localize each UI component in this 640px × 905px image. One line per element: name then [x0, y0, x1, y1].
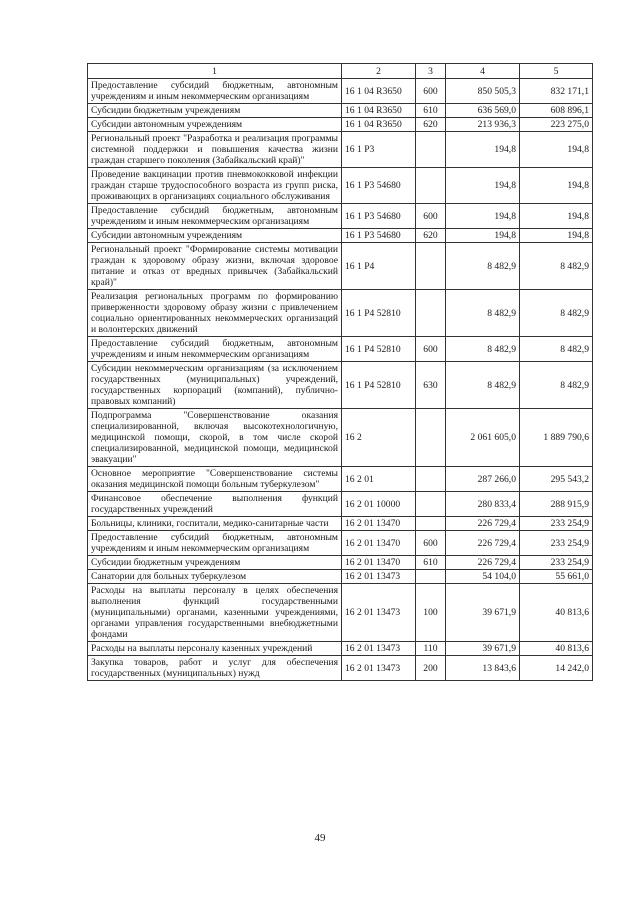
table-row: [88, 79, 593, 104]
kcsr-code-cell: 16 2 01 13470: [342, 531, 416, 556]
amount-year1-cell: 850 505,3: [446, 79, 520, 104]
table-row: [88, 656, 593, 681]
row-name-cell: Расходы на выплаты персоналу казенных учреждений: [88, 642, 342, 656]
table-row: [88, 642, 593, 656]
kcsr-code-cell: 16 1 P3 54680: [342, 204, 416, 229]
row-name-cell: Предоставление субсидий бюджетным, автономным учреждениям и иным некоммерческим организациям: [88, 204, 342, 229]
amount-year1-cell: 13 843,6: [446, 656, 520, 681]
column-header: 2: [342, 64, 416, 79]
kcsr-code-cell: 16 2 01 13473: [342, 570, 416, 584]
table-row: [88, 118, 593, 132]
table-row: [88, 337, 593, 362]
kcsr-code-cell: 16 1 P4 52810: [342, 290, 416, 337]
vr-code-cell: 630: [416, 362, 446, 409]
row-name-cell: Субсидии бюджетным учреждениям: [88, 556, 342, 570]
kcsr-code-cell: 16 1 04 R3650: [342, 79, 416, 104]
vr-code-cell: 600: [416, 531, 446, 556]
vr-code-cell: 610: [416, 556, 446, 570]
vr-code-cell: 100: [416, 584, 446, 642]
amount-year2-cell: 295 543,2: [520, 467, 593, 492]
table-row: [88, 290, 593, 337]
vr-code-cell: [416, 168, 446, 204]
table-row: [88, 104, 593, 118]
row-name-cell: Подпрограмма "Совершенствование оказания специализированной, включая высокотехнологичную, медицинской помощи, скорой, в том числе скорой специализированной, медицинской помощи, медицинской эвакуации": [88, 409, 342, 467]
amount-year2-cell: 288 915,9: [520, 492, 593, 517]
vr-code-cell: 620: [416, 229, 446, 243]
vr-code-cell: [416, 290, 446, 337]
row-name-cell: Субсидии автономным учреждениям: [88, 229, 342, 243]
vr-code-cell: [416, 132, 446, 168]
vr-code-cell: 620: [416, 118, 446, 132]
vr-code-cell: [416, 467, 446, 492]
row-name-cell: Предоставление субсидий бюджетным, автономным учреждениям и иным некоммерческим организациям: [88, 337, 342, 362]
table-row: [88, 556, 593, 570]
amount-year1-cell: 8 482,9: [446, 243, 520, 290]
vr-code-cell: 200: [416, 656, 446, 681]
amount-year1-cell: 226 729,4: [446, 531, 520, 556]
table-row: [88, 467, 593, 492]
amount-year1-cell: 8 482,9: [446, 362, 520, 409]
column-header: 3: [416, 64, 446, 79]
table-row: [88, 229, 593, 243]
kcsr-code-cell: 16 2: [342, 409, 416, 467]
amount-year1-cell: 213 936,3: [446, 118, 520, 132]
kcsr-code-cell: 16 1 04 R3650: [342, 118, 416, 132]
amount-year1-cell: 194,8: [446, 229, 520, 243]
row-name-cell: Закупка товаров, работ и услуг для обеспечения государственных (муниципальных) нужд: [88, 656, 342, 681]
kcsr-code-cell: 16 2 01 13473: [342, 584, 416, 642]
kcsr-code-cell: 16 2 01 13473: [342, 642, 416, 656]
amount-year1-cell: 2 061 605,0: [446, 409, 520, 467]
row-name-cell: Региональный проект "Формирование системы мотивации граждан к здоровому образу жизни, включая здоровое питание и отказ от вредных привычек (Забайкальский край)": [88, 243, 342, 290]
amount-year2-cell: 55 661,0: [520, 570, 593, 584]
row-name-cell: Субсидии бюджетным учреждениям: [88, 104, 342, 118]
amount-year2-cell: 8 482,9: [520, 362, 593, 409]
amount-year1-cell: 8 482,9: [446, 290, 520, 337]
kcsr-code-cell: 16 1 P3 54680: [342, 168, 416, 204]
amount-year2-cell: 194,8: [520, 168, 593, 204]
amount-year2-cell: 40 813,6: [520, 642, 593, 656]
amount-year2-cell: 233 254,9: [520, 531, 593, 556]
kcsr-code-cell: 16 1 P3: [342, 132, 416, 168]
column-header: 1: [88, 64, 342, 79]
kcsr-code-cell: 16 2 01 13470: [342, 517, 416, 531]
row-name-cell: Санатории для больных туберкулезом: [88, 570, 342, 584]
amount-year1-cell: 39 671,9: [446, 642, 520, 656]
amount-year2-cell: 608 896,1: [520, 104, 593, 118]
kcsr-code-cell: 16 1 P4 52810: [342, 362, 416, 409]
row-name-cell: Предоставление субсидий бюджетным, автономным учреждениям и иным некоммерческим организациям: [88, 531, 342, 556]
kcsr-code-cell: 16 2 01 10000: [342, 492, 416, 517]
column-header: 5: [520, 64, 593, 79]
amount-year1-cell: 8 482,9: [446, 337, 520, 362]
amount-year1-cell: 194,8: [446, 132, 520, 168]
kcsr-code-cell: 16 1 P3 54680: [342, 229, 416, 243]
row-name-cell: Региональный проект "Разработка и реализация программы системной поддержки и повышения качества жизни граждан старшего поколения (Забайкальский край)": [88, 132, 342, 168]
amount-year2-cell: 194,8: [520, 204, 593, 229]
amount-year2-cell: 1 889 790,6: [520, 409, 593, 467]
amount-year2-cell: 233 254,9: [520, 556, 593, 570]
kcsr-code-cell: 16 2 01 13470: [342, 556, 416, 570]
table-row: [88, 584, 593, 642]
table-row: [88, 362, 593, 409]
vr-code-cell: 600: [416, 337, 446, 362]
amount-year1-cell: 54 104,0: [446, 570, 520, 584]
amount-year1-cell: 39 671,9: [446, 584, 520, 642]
amount-year2-cell: 8 482,9: [520, 290, 593, 337]
vr-code-cell: 610: [416, 104, 446, 118]
table-row: [88, 132, 593, 168]
kcsr-code-cell: 16 2 01 13473: [342, 656, 416, 681]
row-name-cell: Реализация региональных программ по формированию приверженности здоровому образу жизни с привлечением социально ориентированных некоммерческих организаций и волонтерских движений: [88, 290, 342, 337]
row-name-cell: Основное мероприятие "Совершенствование системы оказания медицинской помощи больным туберкулезом": [88, 467, 342, 492]
amount-year1-cell: 226 729,4: [446, 517, 520, 531]
amount-year2-cell: 194,8: [520, 132, 593, 168]
table-row: [88, 570, 593, 584]
kcsr-code-cell: 16 1 P4: [342, 243, 416, 290]
kcsr-code-cell: 16 1 P4 52810: [342, 337, 416, 362]
vr-code-cell: 600: [416, 204, 446, 229]
row-name-cell: Больницы, клиники, госпитали, медико-санитарные части: [88, 517, 342, 531]
page-number: 49: [314, 832, 326, 844]
amount-year1-cell: 636 569,0: [446, 104, 520, 118]
amount-year2-cell: 832 171,1: [520, 79, 593, 104]
row-name-cell: Предоставление субсидий бюджетным, автономным учреждениям и иным некоммерческим организациям: [88, 79, 342, 104]
vr-code-cell: [416, 492, 446, 517]
amount-year2-cell: 233 254,9: [520, 517, 593, 531]
amount-year2-cell: 223 275,0: [520, 118, 593, 132]
amount-year1-cell: 194,8: [446, 204, 520, 229]
vr-code-cell: 110: [416, 642, 446, 656]
vr-code-cell: [416, 570, 446, 584]
column-number-row: [88, 64, 593, 79]
budget-table: [87, 63, 593, 681]
row-name-cell: Субсидии автономным учреждениям: [88, 118, 342, 132]
amount-year2-cell: 14 242,0: [520, 656, 593, 681]
amount-year2-cell: 194,8: [520, 229, 593, 243]
column-header: 4: [446, 64, 520, 79]
amount-year2-cell: 8 482,9: [520, 243, 593, 290]
amount-year2-cell: 40 813,6: [520, 584, 593, 642]
table-row: [88, 517, 593, 531]
amount-year1-cell: 287 266,0: [446, 467, 520, 492]
table-row: [88, 492, 593, 517]
vr-code-cell: [416, 409, 446, 467]
table-row: [88, 243, 593, 290]
vr-code-cell: 600: [416, 79, 446, 104]
table-body: [88, 79, 593, 681]
amount-year1-cell: 194,8: [446, 168, 520, 204]
row-name-cell: Субсидии некоммерческим организациям (за исключением государственных (муниципальных) учреждений, государственных корпораций (компаний), публично-правовых компаний): [88, 362, 342, 409]
table-row: [88, 168, 593, 204]
kcsr-code-cell: 16 1 04 R3650: [342, 104, 416, 118]
row-name-cell: Финансовое обеспечение выполнения функций государственных учреждений: [88, 492, 342, 517]
table-row: [88, 204, 593, 229]
amount-year1-cell: 280 833,4: [446, 492, 520, 517]
table-row: [88, 531, 593, 556]
row-name-cell: Расходы на выплаты персоналу в целях обеспечения выполнения функций государственными (муниципальными) органами, казенными учреждениями, органами управления государственными внебюджетными фондами: [88, 584, 342, 642]
vr-code-cell: [416, 517, 446, 531]
vr-code-cell: [416, 243, 446, 290]
amount-year1-cell: 226 729,4: [446, 556, 520, 570]
table-row: [88, 409, 593, 467]
kcsr-code-cell: 16 2 01: [342, 467, 416, 492]
amount-year2-cell: 8 482,9: [520, 337, 593, 362]
row-name-cell: Проведение вакцинации против пневмококковой инфекции граждан старше трудоспособного возраста из групп риска, проживающих в организациях социального обслуживания: [88, 168, 342, 204]
